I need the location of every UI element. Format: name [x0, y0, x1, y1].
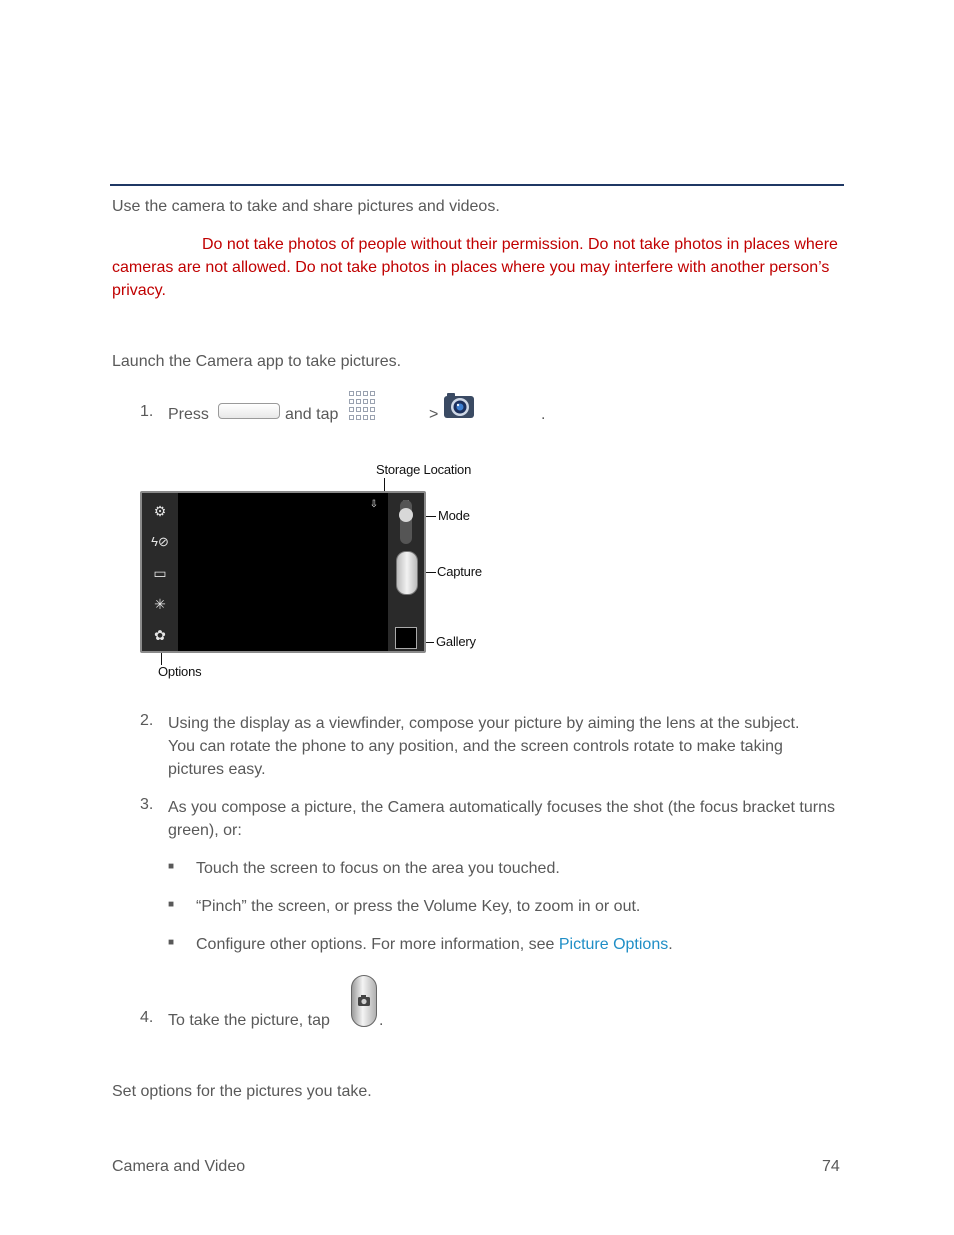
- step-number: 4.: [140, 1009, 154, 1026]
- viewfinder: [178, 493, 388, 651]
- label-options: Options: [158, 664, 202, 679]
- mode-switch-knob: [399, 508, 413, 522]
- label-capture: Capture: [437, 564, 482, 579]
- home-key-icon: [218, 403, 280, 419]
- step-2-text: Using the display as a viewfinder, compose your picture by aiming the lens at the subject. You can rotate the phone to any position, and the screen controls rotate to make taking pictures easy.: [168, 715, 800, 778]
- label-storage-location: Storage Location: [376, 462, 472, 477]
- bullet-icon: ■: [168, 899, 175, 910]
- footer-page-number: 74: [822, 1158, 840, 1175]
- warning-text: Do not take photos of people without their permission. Do not take photos in places where cameras are not allowed. Do not take photos in places where you may interfere with another person’s privacy.: [112, 236, 838, 299]
- footer-section: Camera and Video: [112, 1158, 246, 1175]
- apps-icon: [348, 390, 380, 422]
- settings-gear-icon: ✿: [154, 627, 166, 643]
- step-1-period: .: [541, 406, 546, 423]
- step-4-text: To take the picture, tap: [168, 1012, 330, 1029]
- flash-off-icon: ϟ⊘: [151, 534, 169, 549]
- callout-line-capture: [426, 572, 436, 573]
- gallery-thumbnail: [395, 627, 417, 649]
- step-4-period: .: [379, 1012, 384, 1029]
- effects-icon: ✳: [154, 596, 166, 612]
- step-number: 3.: [140, 796, 154, 813]
- step-number: 1.: [140, 403, 154, 420]
- step-number: 2.: [140, 712, 154, 729]
- sub-item-text: Touch the screen to focus on the area you touched.: [196, 860, 560, 877]
- step-1-and-tap: and tap: [285, 406, 339, 423]
- picture-size-icon: ▭: [153, 565, 167, 581]
- header-rule: [110, 184, 844, 186]
- capture-button: [396, 551, 418, 595]
- capture-icon: [351, 975, 377, 1027]
- picture-options-link[interactable]: Picture Options: [558, 936, 669, 953]
- mode-switch: [400, 500, 412, 544]
- launch-text: Launch the Camera app to take pictures.: [112, 353, 402, 370]
- sub-item-text: “Pinch” the screen, or press the Volume Key, to zoom in or out.: [196, 898, 641, 915]
- options-text: Set options for the pictures you take.: [112, 1083, 372, 1100]
- callout-line-mode: [426, 516, 436, 517]
- step-1-press: Press: [168, 406, 209, 423]
- step-3-text: As you compose a picture, the Camera automatically focuses the shot (the focus bracket turns green), or:: [168, 799, 835, 839]
- label-gallery: Gallery: [436, 634, 476, 649]
- step-1-gt: >: [429, 406, 439, 423]
- camera-options-bar: [142, 493, 178, 651]
- camera-app-icon: [443, 392, 475, 419]
- shooting-mode-icon: ⚙: [153, 503, 167, 519]
- intro-text: Use the camera to take and share pictures and videos.: [112, 198, 500, 215]
- callout-line-gallery: [426, 642, 434, 643]
- storage-location-icon: ⇩: [369, 499, 379, 510]
- bullet-icon: ■: [168, 861, 175, 872]
- label-mode: Mode: [438, 508, 470, 523]
- bullet-icon: ■: [168, 937, 175, 948]
- sub-item-configure: Configure other options. For more information, see Picture Options.: [196, 936, 673, 953]
